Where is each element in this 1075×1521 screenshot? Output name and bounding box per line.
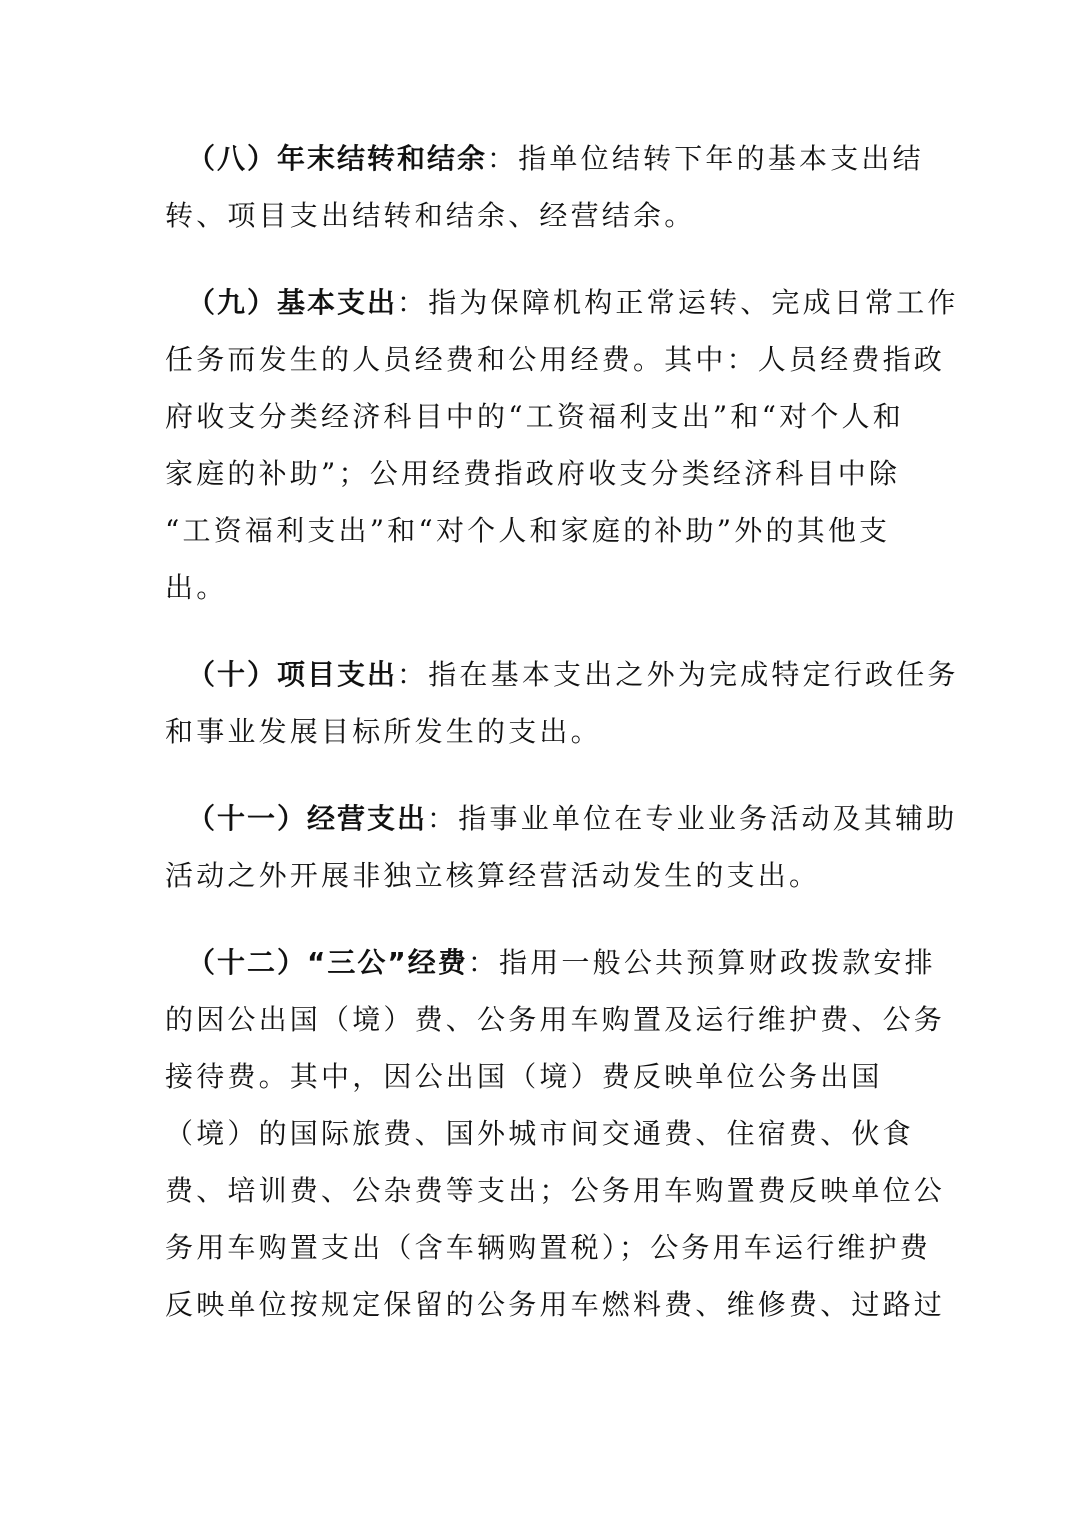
paragraph-line: 接待费。其中，因公出国（境）费反映单位公务出国 [165,1060,883,1093]
paragraph-text: ：指在基本支出之外为完成特定行政任务 [397,658,959,691]
term-heading: （十一）经营支出 [187,802,428,835]
paragraph-text: ：指单位结转下年的基本支出结 [487,142,924,175]
paragraph-line: 出。 [165,571,228,604]
paragraph-line: “工资福利支出”和“对个人和家庭的补助”外的其他支 [165,514,891,547]
paragraph-line: 活动之外开展非独立核算经营活动发生的支出。 [165,859,821,892]
paragraph-line [165,130,925,187]
paragraph-line [165,934,936,991]
paragraph-line: （境）的国际旅费、国外城市间交通费、住宿费、伙食 [165,1117,914,1150]
term-heading: （十二）“三公”经费 [187,946,468,979]
paragraph-project-expenditure [165,646,959,760]
paragraph-line: 转、项目支出结转和结余、经营结余。 [165,199,696,232]
paragraph-text: ：指为保障机构正常运转、完成日常工作 [397,286,959,319]
paragraph-line: 任务而发生的人员经费和公用经费。其中：人员经费指政 [165,343,946,376]
paragraph-three-public-expenses [165,934,946,1333]
term-heading: （十）项目支出 [187,658,398,691]
paragraph-line [165,274,959,331]
paragraph-line: 的因公出国（境）费、公务用车购置及运行维护费、公务 [165,1003,946,1036]
paragraph-year-end-balance [165,130,925,244]
term-heading: （八）年末结转和结余 [187,142,488,175]
paragraph-line: 家庭的补助”；公用经费指政府收支分类经济科目中除 [165,457,901,490]
document-page [165,130,959,1363]
paragraph-basic-expenditure [165,274,959,616]
paragraph-operating-expenditure [165,790,958,904]
paragraph-line [165,790,958,847]
paragraph-line: 反映单位按规定保留的公务用车燃料费、维修费、过路过 [165,1288,946,1321]
paragraph-line: 务用车购置支出（含车辆购置税）；公务用车运行维护费 [165,1231,932,1264]
paragraph-line: 府收支分类经济科目中的“工资福利支出”和“对个人和 [165,400,904,433]
paragraph-text: ：指用一般公共预算财政拨款安排 [467,946,936,979]
paragraph-line: 和事业发展目标所发生的支出。 [165,715,602,748]
paragraph-text: ：指事业单位在专业业务活动及其辅助 [427,802,958,835]
term-heading: （九）基本支出 [187,286,398,319]
paragraph-line [165,646,959,703]
paragraph-line: 费、培训费、公杂费等支出；公务用车购置费反映单位公 [165,1174,946,1207]
